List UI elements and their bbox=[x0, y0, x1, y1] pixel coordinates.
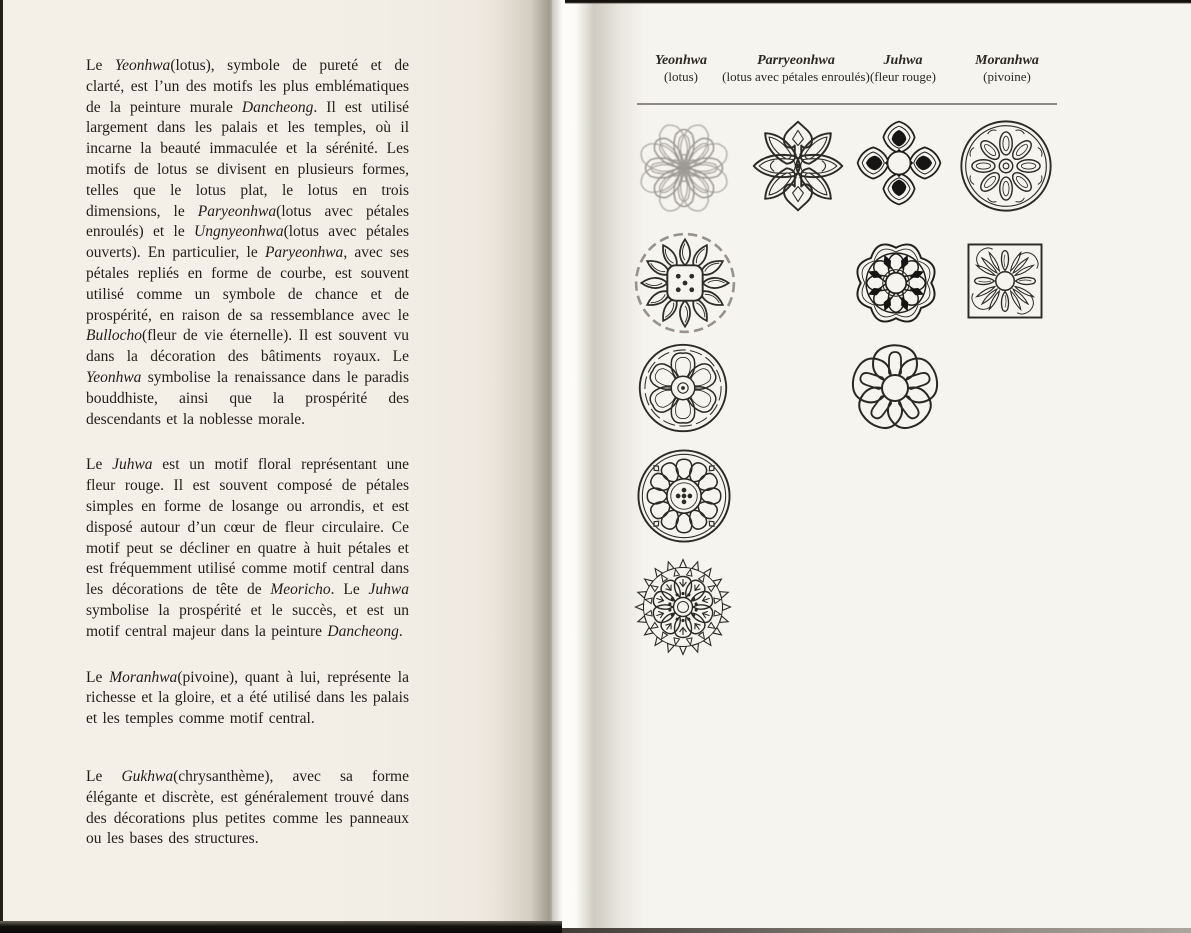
juhwa-five-petal-motif-icon bbox=[845, 338, 945, 438]
column-header-moranhwa bbox=[952, 52, 1062, 85]
column-name: Parryeonhwa bbox=[757, 53, 835, 68]
column-name: Juhwa bbox=[883, 53, 923, 68]
yeonhwa-daisy-motif-icon bbox=[635, 447, 733, 545]
yeonhwa-mandala-motif-icon bbox=[633, 557, 733, 657]
column-subtitle: (lotus avec pétales enroulés) bbox=[722, 69, 870, 84]
yeonhwa-round-petal-motif-icon bbox=[636, 341, 730, 435]
moranhwa-medallion-motif-icon bbox=[958, 118, 1054, 214]
column-subtitle: (lotus) bbox=[664, 69, 698, 84]
scan-edge-top-right bbox=[565, 0, 1191, 4]
juhwa-scalloped-motif-icon bbox=[847, 234, 945, 332]
column-header-juhwa bbox=[843, 52, 963, 85]
paragraph-2: Le Juhwa est un motif floral représentant une fleur rouge. Il est souvent composé de pétales simples en forme de losange ou arrondis, et est disposé autour d’un cœur de fleur circulaire. Ce motif peut se décliner en quatre à huit pétales et est fréquemment utilisé comme motif central dans les décorations de tête de Meoricho. Le Juhwa symbolise la prospérité et le succès, et est un motif central majeur dans la peinture Dancheong. bbox=[86, 456, 409, 640]
paragraph-3: Le Moranhwa(pivoine), quant à lui, représente la richesse et la gloire, et a été utilisé dans les palais et les temples comme motif central. bbox=[86, 668, 409, 728]
column-name: Yeonhwa bbox=[654, 53, 708, 68]
yeonhwa-dotted-heart-motif-icon bbox=[633, 231, 737, 335]
table-rule bbox=[637, 103, 1057, 105]
moranhwa-square-tile-motif-icon bbox=[961, 237, 1049, 325]
column-subtitle: (fleur rouge) bbox=[869, 69, 937, 84]
juhwa-quatrefoil-motif-icon bbox=[853, 117, 945, 209]
scan-edge-bottom-right bbox=[562, 928, 1191, 933]
column-subtitle: (pivoine) bbox=[983, 69, 1031, 84]
paragraph-4: Le Gukhwa(chrysanthème), avec sa forme élégante et discrète, est généralement trouvé dans des décorations plus petites comme les panneaux ou les bases des structures. bbox=[86, 767, 409, 848]
column-name: Moranhwa bbox=[975, 53, 1039, 68]
left-page bbox=[0, 0, 552, 933]
parryeonhwa-star-motif-icon bbox=[744, 112, 852, 220]
scan-edge-left bbox=[0, 0, 3, 933]
scan-edge-bottom-left bbox=[0, 921, 562, 933]
column-header-yeonhwa bbox=[626, 52, 736, 85]
yeonhwa-rosette-motif-icon bbox=[632, 116, 736, 220]
paragraph-1: Le Yeonhwa(lotus), symbole de pureté et de clarté, est l’un des motifs les plus emblématiques de la peinture murale Dancheong. Il est utilisé largement dans les palais et les temples, où il incarne la beauté immaculée et la sérénité. Les motifs de lotus se divisent en plusieurs formes, telles que le lotus plat, le lotus en trois dimensions, le Paryeonhwa(lotus avec pétales enroulés) et le Ungnyeonhwa(lotus avec pétales ouverts). En particulier, le Paryeonhwa, avec ses pétales repliés en forme de courbe, est souvent utilisé comme un symbole de chance et de prospérité, en raison de sa ressemblance avec le Bullocho(fleur de vie éternelle). Il est souvent vu dans la décoration des bâtiments royaux. Le Yeonhwa symbolise la renaissance dans le paradis bouddhiste, ainsi que la prospérité des descendants et la noblesse morale. bbox=[86, 57, 410, 428]
right-page bbox=[552, 0, 1191, 933]
left-page-text bbox=[86, 56, 409, 875]
